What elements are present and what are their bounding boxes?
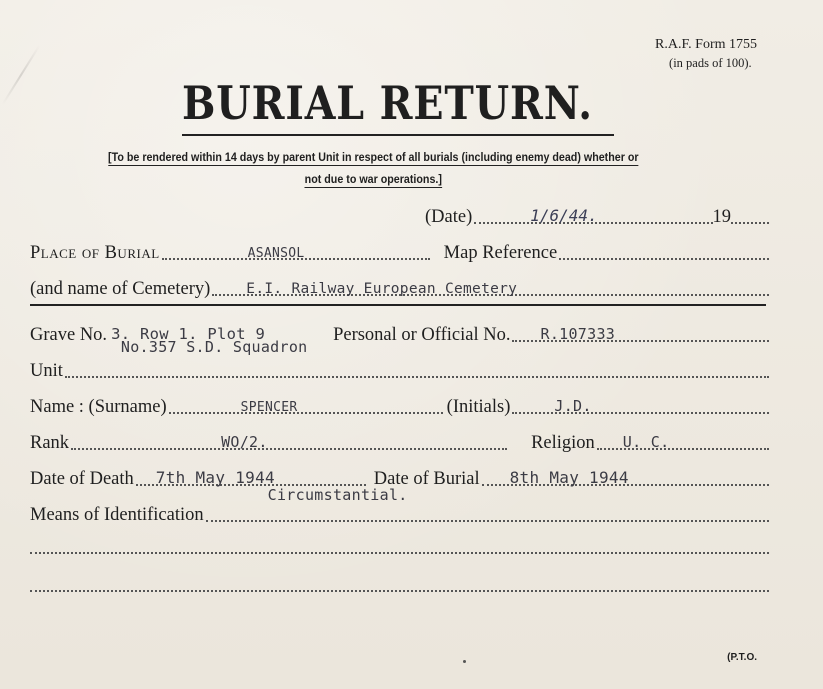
initials-value: J.D.	[554, 397, 592, 415]
instructions	[32, 147, 715, 191]
unit-value: No.357 S.D. Squadron	[120, 338, 308, 356]
date-of-death-label: Date of Death	[30, 469, 134, 489]
grave-no-label: Grave No.	[30, 325, 108, 345]
date-of-burial-field[interactable]	[482, 462, 769, 486]
form-number-block	[655, 36, 757, 72]
place-of-burial-label: Place of Burial	[30, 243, 160, 263]
cemetery-value: E.I. Railway European Cemetery	[246, 281, 518, 297]
means-of-identification-field[interactable]	[206, 486, 769, 522]
unit-row	[30, 338, 769, 382]
title-underline	[182, 134, 614, 136]
means-of-identification-value: Circumstantial.	[267, 486, 408, 504]
identification-row	[30, 486, 769, 526]
blank-field-2[interactable]	[30, 568, 769, 592]
paper-mark	[463, 660, 466, 663]
pto-note: (P.T.O.	[727, 652, 757, 663]
date-label: (Date)	[425, 207, 473, 227]
date-value: 1/6/44.	[530, 206, 598, 225]
section-divider	[30, 304, 766, 306]
initials-label: (Initials)	[446, 397, 511, 417]
surname-label: Name : (Surname)	[30, 397, 167, 417]
personal-no-value: R.107333	[540, 325, 616, 343]
personal-no-field[interactable]	[512, 318, 769, 342]
map-reference-field[interactable]	[559, 236, 769, 260]
blank-line-2	[30, 568, 769, 596]
surname-value: SPENCER	[240, 400, 298, 415]
place-of-burial-value: ASANSOL	[247, 246, 305, 261]
place-of-burial-field[interactable]	[162, 236, 430, 260]
initials-field[interactable]	[512, 390, 769, 414]
rank-value: WO/2.	[221, 433, 268, 451]
blank-line-1	[30, 530, 769, 558]
rank-field[interactable]	[71, 426, 507, 450]
date-of-burial-label: Date of Burial	[373, 469, 480, 489]
date-field[interactable]	[474, 200, 712, 224]
year-prefix: 19	[712, 207, 731, 227]
form-title: BURIAL RETURN.	[182, 76, 593, 130]
rank-label: Rank	[30, 433, 70, 453]
means-of-identification-label: Means of Identification	[30, 505, 204, 525]
cemetery-label: (and name of Cemetery)	[30, 279, 211, 299]
cemetery-field[interactable]	[212, 272, 769, 296]
year-field[interactable]	[731, 200, 769, 224]
blank-field-1[interactable]	[30, 530, 769, 554]
form-number: R.A.F. Form 1755	[655, 37, 757, 52]
name-row	[30, 390, 769, 418]
personal-no-label: Personal or Official No.	[333, 325, 511, 345]
unit-field[interactable]	[65, 338, 769, 378]
paper-crease	[2, 45, 41, 105]
religion-label: Religion	[531, 433, 595, 453]
date-of-burial-value: 8th May 1944	[509, 468, 629, 487]
place-of-burial-row	[30, 236, 769, 264]
date-of-death-field[interactable]	[136, 462, 366, 486]
instruction-line-2: not due to war operations.]	[304, 174, 442, 186]
pads-note: (in pads of 100).	[669, 56, 752, 70]
cemetery-row	[30, 272, 769, 300]
unit-label: Unit	[30, 361, 63, 381]
date-row	[425, 200, 769, 228]
date-of-death-value: 7th May 1944	[155, 468, 275, 487]
map-reference-label: Map Reference	[443, 243, 558, 263]
religion-value: U. C.	[622, 433, 670, 451]
instruction-line-1: [To be rendered within 14 days by parent Unit in respect of all burials (including enemy dead) whether or	[108, 152, 639, 164]
rank-row	[30, 426, 769, 454]
grave-no-value: 3. Row 1. Plot 9	[111, 325, 266, 343]
religion-field[interactable]	[597, 426, 769, 450]
surname-field[interactable]	[169, 390, 443, 414]
